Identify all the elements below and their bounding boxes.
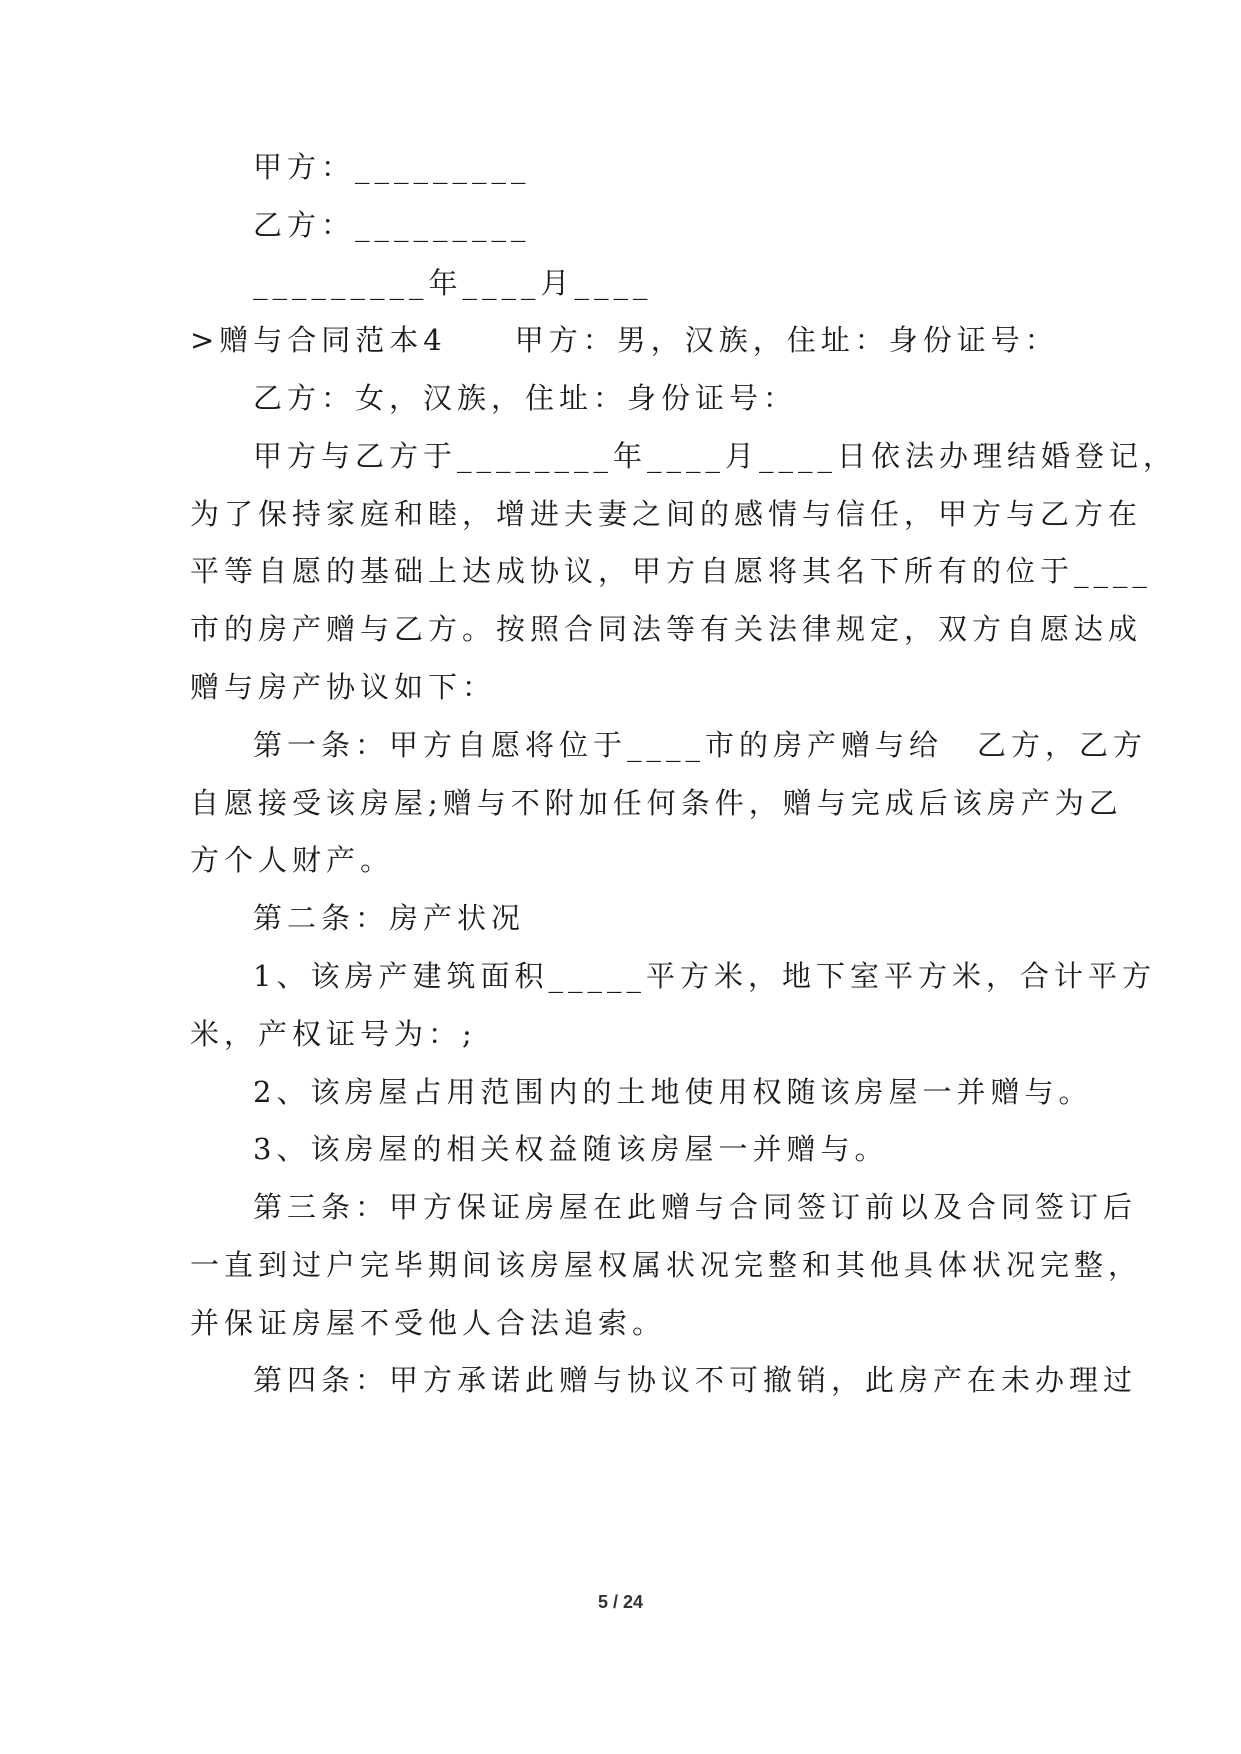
paragraph-line: 米，产权证号为：; [190, 1017, 477, 1051]
article-two-heading: 第二条：房产状况 [253, 901, 526, 935]
list-item-line: 1、该房产建筑面积_____平方米，地下室平方米，合计平方 [253, 959, 1156, 993]
article-one-line: 第一条：甲方自愿将位于____市的房产赠与给 乙方，乙方 [253, 728, 1148, 762]
paragraph-line: 甲方与乙方于________年____月____日依法办理结婚登记， [253, 439, 1178, 473]
paragraph-line: 市的房产赠与乙方。按照合同法等有关法律规定，双方自愿达成 [190, 612, 1143, 646]
article-three-line: 第三条：甲方保证房屋在此赠与合同签订前以及合同签订后 [253, 1190, 1138, 1224]
party-b-signature-line: 乙方：_________ [253, 208, 531, 242]
paragraph-line: 赠与房产协议如下： [190, 670, 497, 704]
paragraph-line: 并保证房屋不受他人合法追索。 [190, 1306, 667, 1340]
paragraph-line: 方个人财产。 [190, 843, 395, 877]
section-heading-line: >赠与合同范本4 甲方：男，汉族，住址：身份证号： [190, 323, 1059, 357]
article-four-line: 第四条：甲方承诺此赠与协议不可撤销，此房产在未办理过 [253, 1363, 1138, 1397]
list-item-line: 2、该房屋占用范围内的土地使用权随该房屋一并赠与。 [253, 1075, 1093, 1109]
paragraph-line: 为了保持家庭和睦，增进夫妻之间的感情与信任，甲方与乙方在 [190, 497, 1143, 531]
paragraph-line: 乙方：女，汉族，住址：身份证号： [253, 381, 798, 415]
date-line: _________年____月____ [253, 266, 653, 300]
paragraph-line: 自愿接受该房屋;赠与不附加任何条件，赠与完成后该房产为乙 [190, 786, 1123, 820]
party-a-signature-line: 甲方：_________ [253, 150, 531, 184]
paragraph-line: 一直到过户完毕期间该房屋权属状况完整和其他具体状况完整， [190, 1248, 1143, 1282]
list-item-line: 3、该房屋的相关权益随该房屋一并赠与。 [253, 1132, 889, 1166]
page-number: 5 / 24 [597, 1592, 644, 1612]
paragraph-line: 平等自愿的基础上达成协议，甲方自愿将其名下所有的位于____ [190, 554, 1153, 588]
